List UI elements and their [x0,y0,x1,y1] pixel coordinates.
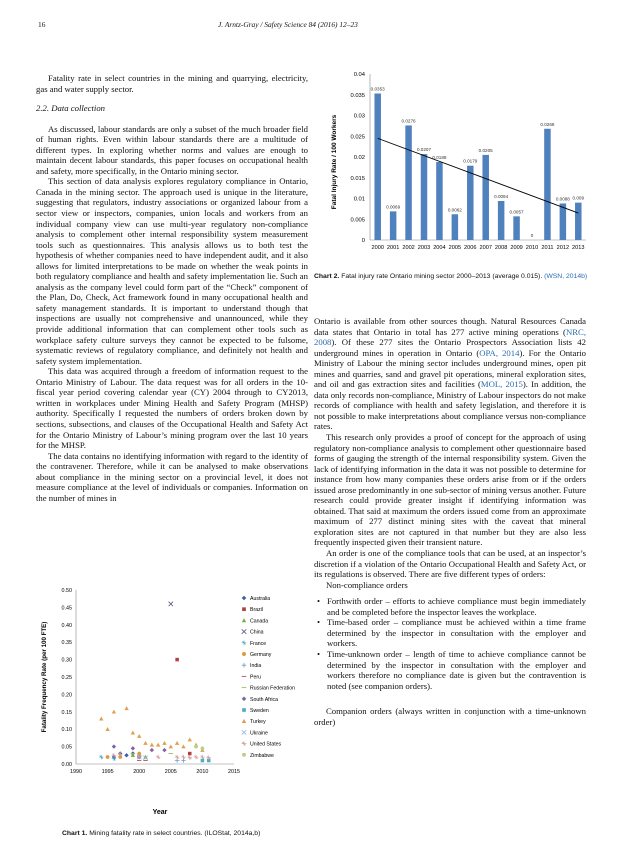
data-point [112,744,116,748]
legend-label: Canada [250,618,269,625]
x-tick-label: 2000 [371,245,384,251]
reference-link[interactable]: OPA, 2014 [479,347,520,358]
legend-label: Australia [250,596,271,602]
data-point [169,744,173,748]
list-item: • Forthwith order – efforts to achieve compliance must begin immediately and be completed before the inspector leaves the workplace. [314,596,586,617]
x-tick-label: 2008 [494,245,508,251]
legend-label: South Africa [250,696,278,703]
y-tick-label: 0.30 [61,657,72,664]
y-tick-label: 0.035 [350,92,365,99]
reference-link[interactable]: MOL, 2015 [480,379,523,390]
caption-label: Chart 2. [314,273,340,280]
data-label: 0.0276 [401,118,416,124]
legend-marker [242,641,247,646]
y-tick-label: 0.015 [350,175,365,182]
data-point [137,734,141,738]
legend-marker [242,663,247,668]
legend-label: Russian Federation [250,685,295,692]
x-tick-label: 1995 [101,769,114,775]
caption-text: Fatal injury rate Ontario mining sector 2000–2013 (average 0.015). [341,273,543,280]
paragraph: An order is one of the compliance tools that can be used, at an inspector’s discretion if a violation of the Ontario Occupational Health and Safety Act, or its regulations is observed. There are five different types of orders: [314,548,586,580]
data-label: 0.0268 [540,121,555,127]
chart-fatal-injury-rate [314,62,594,268]
right-column [314,316,586,727]
data-point [131,746,135,750]
x-tick-label: 2013 [572,245,585,251]
bar [560,203,566,240]
data-point [201,746,205,750]
bar [482,155,488,240]
legend-marker [242,697,247,702]
y-axis-label: Fatality Frequency Rate (per 100 FTE) [41,621,48,733]
x-tick-label: 2002 [402,245,415,251]
x-tick-label: 2010 [196,769,209,775]
x-tick-label: 2005 [164,769,177,775]
y-tick-label: 0.02 [353,155,365,161]
list-item: • Time-unknown order – length of time to achieve compliance cannot be determined by the inspector in consultation with the employer and workers therefore no compliance date is given but the contravention is noted (see companion orders). [314,649,586,691]
y-axis-label: Fatal Injury Rate / 100 Workers [331,114,338,210]
legend-label: United States [250,741,282,748]
legend-marker [242,730,247,735]
caption-label: Chart 1. [62,830,88,837]
data-point [106,755,110,759]
legend-label: Sweden [250,708,269,714]
data-point [188,752,192,756]
x-tick-label: 2012 [556,245,570,251]
data-label: 0.0353 [370,86,385,92]
x-tick-label: 2015 [228,769,240,775]
y-tick-label: 0.25 [61,675,72,681]
data-point [175,741,179,745]
y-tick-label: 0.45 [61,605,72,612]
order-types-list [314,596,586,691]
legend-label: Brazil [250,607,263,614]
data-point [175,755,179,759]
legend-marker [242,719,247,723]
legend-label: Germany [250,652,272,658]
y-tick-label: 0.40 [61,622,72,629]
legend-label: Peru [250,674,261,681]
data-label: 0.0069 [386,204,401,210]
data-point [124,753,128,757]
intro-paragraph: Fatality rate in select countries in the mining and quarrying, electricity, gas and water supply sector. [36,73,308,94]
bar [498,201,504,240]
x-tick-label: 2001 [386,245,400,251]
data-point [162,748,166,752]
y-tick-label: 0.04 [353,72,365,78]
caption-reference-link[interactable]: (WSN, 2014b) [544,273,588,280]
data-point [194,745,198,749]
y-tick-label: 0.005 [350,217,365,224]
data-point [181,755,185,759]
data-point [99,717,103,721]
paragraph: This section of data analysis explores regulatory compliance in Ontario, Canada in the mining sector. The approach used is unique in the literature, suggesting that regulators, industry associations or organized labour from a sector view or inspectors, companies, union locals and workers from an individual company view can use multi-year regulatory non-compliance analysis to complement other internal responsibility system measurement tools such as questionnaires. This analysis allows us to both test the hypothesis of whether companies need to have independent audit, and it also allows for limited interpretations to be made on whether the weak points in both regulatory compliance and health and safety implementation lie. Such an analysis as the company level could form part of the “Check” component of the Plan, Do, Check, Act framework found in many occupational health and safety management standards. It is important to understand though that inspections are usually not comprehensive and unannounced, while they provide additional information that can complement other tools such as workplace safety culture surveys they cannot be expected to be fulsome, systematic reviews of regulatory compliance, and definitely not health and safety system implementation. [36,176,308,366]
list-item: • Time-based order – compliance must be achieved within a time frame determined by the inspector in consultation with the employer and workers. [314,617,586,649]
legend-label: China [250,629,264,636]
bar [467,166,473,240]
legend-marker [242,753,246,757]
legend-marker [242,741,247,746]
data-point [156,755,160,759]
legend-marker [242,607,246,611]
y-tick-label: 0.20 [61,692,72,699]
chart1-caption [62,829,322,838]
x-tick-label: 2004 [433,245,446,251]
y-tick-label: 0.10 [61,727,72,734]
data-label: 0.0088 [555,196,570,202]
data-label: 0 [530,233,534,238]
data-label: 0.0057 [509,209,524,215]
data-point [118,752,122,756]
paragraph: The data contains no identifying information with regard to the identity of the contravener. Therefore, while it can be analysed to make observations about compliance in the mining sector on a provincial level, it does not measure compliance at the level of individuals or companies. Information on the number of mines in [36,450,308,503]
x-axis-label: Year [152,809,168,816]
x-tick-label: 2000 [133,769,146,775]
legend-label: Zimbabwe [250,752,274,759]
running-header [38,20,600,32]
paragraph: This research only provides a proof of concept for the approach of using regulatory non-compliance analysis to complement other questionnaire based forms of gauging the strength of the internal responsibility system. Given the lack of identifying information in the data it was not possible to determine for instance from how many companies these orders arise from or if the orders issued arose predominantly in one sub-sector of mining versus another. Future research could provide greater insight if identifying information was obtained. That said at maximum the orders issued come from an approximate maximum of 277 distinct mining sites with the caveat that mineral exploration sites are not captured in that number but they are also less frequently inspected given their transient nature. [314,432,586,548]
data-point [175,658,179,662]
legend-label: Ukraine [250,730,268,737]
paragraph: As discussed, labour standards are only a subset of the much broader field of human rights. Even within labour standards there are a multitude of different types. In exploring whether norms and values are enough to maintain decent labour standards, this paper focuses on occupational health and safety, more specifically, in the Ontario mining sector. [36,123,308,176]
y-tick-label: 0.025 [350,134,365,141]
section-heading: 2.2. Data collection [36,103,106,114]
y-tick-label: 0.15 [61,709,72,716]
x-tick-label: 2005 [448,245,462,251]
data-label: 0.0207 [416,147,432,153]
data-point [162,741,166,745]
paragraph: This data was acquired through a freedom of information request to the Ontario Ministry of Labour. The data request was for all orders in the 10-fiscal year period covering calendar year (CY) 2004 through to CY2013, written in workplaces under Mining Health and Safety Program (MHSP) authority. Specifically I requested the numbers of orders broken down by sections, subsections, and clauses of the Occupational Health and Safety Act for the Ontario Ministry of Labour’s mining program over the last 10 years for the MHSP. [36,366,308,451]
paragraph: Ontario is available from other sources though. Natural Resources Canada data states that Ontario in total has 277 active mining operations (NRC, 2008). Of these 277 sites the Ontario Prospectors Association lists 42 underground mines in operation in Ontario (OPA, 2014). For the Ontario Ministry of Labour the mining sector includes underground mines, open pit mines and quarries, sand and gravel pit operations, mineral exploration sites, and oil and gas extraction sites and facilities (MOL, 2015). In addition, the data only records non-compliance, Ministry of Labour inspectors do not make records of compliance with health and safety legislation, and therefore it is not possible to make interpretations about compliance versus non-compliance rates. [314,316,587,432]
bar [513,216,519,240]
y-tick-label: 0.03 [353,113,365,120]
bar [544,129,550,240]
data-label: 0.0188 [432,154,447,160]
caption-text: Mining fatality rate in select countries. (ILOStat, 2014a,b) [89,830,261,837]
data-label: 0.0179 [463,158,478,164]
legend-label: India [250,663,262,670]
bar [575,203,581,240]
legend-marker [242,596,247,601]
data-label: 0.0062 [447,207,462,213]
data-point [150,748,154,752]
bar [374,94,380,240]
x-tick-label: 2011 [541,245,554,251]
x-tick-label: 1990 [70,769,82,775]
data-point [150,743,154,747]
data-point [188,756,192,760]
data-point [99,755,103,759]
y-tick-label: 0.35 [61,640,72,647]
data-point [181,744,185,748]
x-tick-label: 2010 [525,245,539,251]
x-tick-label: 2007 [479,245,492,251]
chart-mining-fatality-by-country [36,582,308,826]
chart2-caption [314,272,594,281]
data-point [194,755,198,759]
paragraph: Companion orders (always written in conjunction with a time-unknown order) [314,706,586,727]
y-tick-label: 0.05 [61,744,72,751]
data-point [131,730,135,734]
data-label: 0.0205 [478,147,493,153]
legend-marker [242,708,246,712]
data-point [124,706,128,710]
reference-link[interactable]: NRC, 2008 [314,326,586,348]
bar [390,211,396,240]
y-tick-label: 0.00 [61,762,72,768]
x-tick-label: 2006 [464,245,477,251]
data-point [200,755,204,759]
bar [421,154,427,240]
left-column [36,73,308,503]
x-tick-label: 2009 [510,245,523,251]
bar [405,125,411,240]
data-point [105,727,109,731]
x-tick-label: 2003 [417,245,431,251]
page-number: 16 [38,20,46,29]
data-point [169,602,173,606]
data-point [188,737,192,741]
journal-citation: J. Arntz-Gray / Safety Science 84 (2016) 12–23 [218,20,358,29]
bar [452,214,458,240]
legend-label: Turkey [250,719,266,726]
data-point [201,759,205,763]
legend-marker [242,618,247,622]
data-label: 0.0094 [494,193,509,199]
data-point [156,743,160,747]
legend-marker [242,629,247,634]
y-tick-label: 0 [361,238,365,244]
data-point [112,710,116,714]
legend-marker [242,652,246,656]
data-label: 0.009 [572,195,585,201]
paragraph: Non-compliance orders [326,579,408,590]
legend-label: France [250,640,267,647]
bar [436,162,442,240]
y-tick-label: 0.50 [61,588,72,594]
y-tick-label: 0.01 [353,196,365,203]
data-point [143,741,147,745]
